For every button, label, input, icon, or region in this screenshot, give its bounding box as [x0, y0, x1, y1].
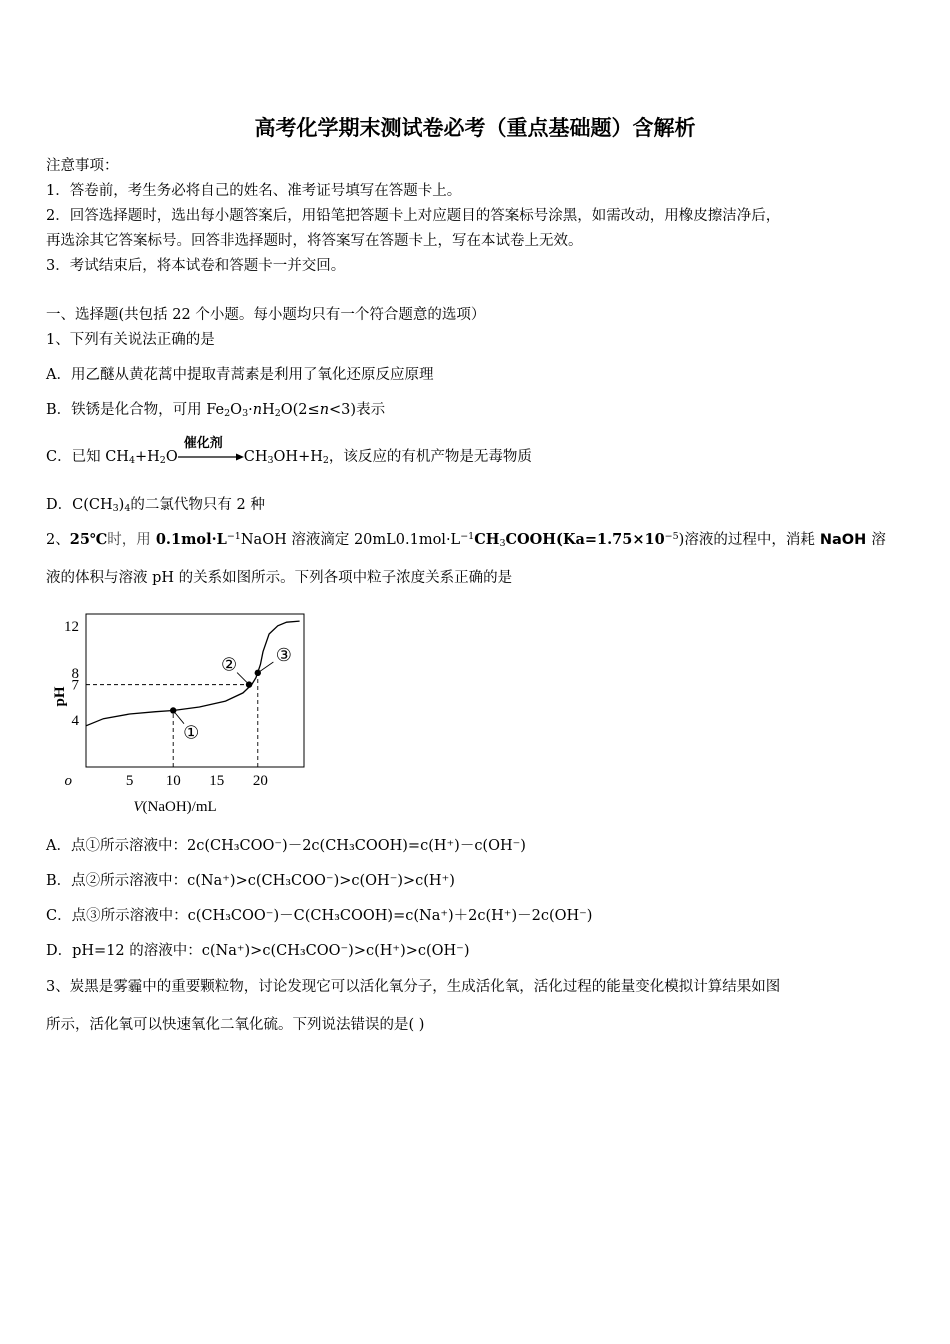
- q1-c-mid: +H: [135, 449, 160, 465]
- q1-b-post: O(2≤: [280, 402, 320, 418]
- q2-sup3: −5: [664, 531, 679, 542]
- q2-temp: 25℃: [69, 531, 108, 548]
- q2-shi: 时，用: [107, 532, 151, 548]
- q2-num: 2、: [46, 532, 70, 548]
- catalyst-arrow: [178, 436, 244, 464]
- notice-item-2b: 再选涂其它答案标号。回答非选择题时，将答案写在答题卡上，写在本试卷上无效。: [46, 233, 583, 249]
- y-axis-label: pH: [52, 686, 68, 707]
- q2-conc1: 0.1mol·L: [150, 531, 227, 548]
- q2-option-a: A．点①所示溶液中：2c(CH₃COO⁻)－2c(CH₃COOH)=c(H⁺)－c(OH⁻): [46, 838, 526, 854]
- q2-sub3: 3: [499, 538, 506, 549]
- page-title: 高考化学期末测试卷必考（重点基础题）含解析: [254, 116, 696, 140]
- q2-process: )溶液的过程中，消耗: [678, 532, 815, 548]
- q2-sup1: −1: [226, 531, 241, 542]
- q3-stem-line2: 所示，活化氧可以快速氧化二氧化硫。下列说法错误的是( ): [46, 1017, 425, 1033]
- y-tick-label-4: 12: [64, 618, 79, 635]
- q1-option-b: [46, 398, 385, 419]
- q1-b-sub3: 2: [274, 408, 281, 419]
- notice-item-3: 3．考试结束后，将本试卷和答题卡一并交回。: [46, 258, 346, 274]
- q2-naoh: NaOH 溶液滴定 20mL0.1mol·L: [240, 532, 461, 548]
- x-axis-label-rest: (NaOH)/mL: [142, 799, 217, 815]
- q2-cooh: COOH(Ka=1.75×10: [505, 531, 665, 548]
- q2-option-d: D．pH=12 的溶液中：c(Na⁺)>c(CH₃COO⁻)>c(H⁺)>c(OH⁻): [46, 943, 470, 959]
- q2-rong: 溶: [871, 532, 886, 548]
- arrow-icon: [178, 452, 244, 462]
- q1-b-pre: B．铁锈是化合物，可用 Fe: [46, 402, 225, 418]
- catalyst-label: 催化剂: [183, 436, 223, 451]
- notice-item-1: 1．答卷前，考生务必将自己的姓名、准考证号填写在答题卡上。: [46, 183, 462, 199]
- q1-c-end: ，该反应的有机产物是无毒物质: [328, 449, 532, 465]
- plot-frame: [86, 614, 304, 767]
- q1-c-sub2: 2: [159, 455, 166, 466]
- q1-c-oh: OH+H: [273, 449, 323, 465]
- q1-d-end: 的二氯代物只有 2 种: [130, 497, 265, 513]
- point-label-1: ①: [183, 722, 200, 743]
- q2-stem-line2: 液的体积与溶液 pH 的关系如图所示。下列各项中粒子浓度关系正确的是: [46, 570, 513, 586]
- q1-c-pre: C．已知 CH: [46, 449, 129, 465]
- origin-label: o: [64, 773, 72, 789]
- notice-heading: 注意事项：: [46, 158, 119, 174]
- q1-b-n: n: [252, 402, 263, 418]
- x-tick-label-2: 10: [165, 773, 181, 789]
- q1-c-post: CH: [243, 449, 268, 465]
- q1-d-sub3: 4: [124, 503, 131, 514]
- y-tick-label-2: 7: [71, 677, 79, 694]
- titration-curve: [86, 621, 300, 726]
- y-tick-label-3: 8: [71, 665, 79, 682]
- q1-b-n2: n: [319, 402, 330, 418]
- q1-b-dot: ·: [248, 402, 253, 418]
- q1-c-sub3: 3: [267, 455, 274, 466]
- q2-stem-line1: [46, 528, 886, 549]
- q1-b-h: H: [262, 402, 275, 418]
- y-tick-label-1: 4: [71, 712, 79, 729]
- q2-naoh2: NaOH: [814, 532, 872, 548]
- q1-option-c: [46, 436, 532, 466]
- x-tick-label-1: 5: [125, 773, 134, 789]
- q1-c-o: O: [165, 449, 178, 465]
- q2-ch: CH: [474, 531, 500, 548]
- titration-chart: [44, 604, 324, 816]
- q1-option-a: A．用乙醚从黄花蒿中提取青蒿素是利用了氧化还原反应原理: [46, 367, 434, 383]
- x-tick-label-4: 20: [252, 773, 268, 789]
- q2-sup2: −1: [460, 531, 475, 542]
- q1-b-sub1: 2: [224, 408, 231, 419]
- q1-c-sub1: 4: [128, 455, 135, 466]
- section-heading: 一、选择题(共包括 22 个小题。每小题均只有一个符合题意的选项）: [46, 307, 486, 323]
- q1-b-sub2: 3: [242, 408, 249, 419]
- q1-c-sub4: 2: [322, 455, 329, 466]
- q1-b-o: O: [230, 402, 243, 418]
- q1-stem: 1、下列有关说法正确的是: [46, 332, 215, 348]
- x-axis-label-v: V: [133, 799, 143, 815]
- x-tick-label-3: 15: [209, 773, 225, 789]
- notice-item-2a: 2．回答选择题时，选出每小题答案后，用铅笔把答题卡上对应题目的答案标号涂黑，如需改动，用橡皮擦洁净后，: [46, 208, 781, 224]
- point-label-3: ③: [275, 644, 292, 665]
- point-label-2: ②: [220, 654, 238, 675]
- q2-option-b: B．点②所示溶液中：c(Na⁺)>c(CH₃COO⁻)>c(OH⁻)>c(H⁺): [46, 873, 455, 889]
- q3-stem-line1: 3、炭黑是雾霾中的重要颗粒物，讨论发现它可以活化氧分子，生成活化氧，活化过程的能量变化模拟计算结果如图: [46, 979, 781, 995]
- q1-d-paren: ): [118, 497, 125, 513]
- point-leader-2: [237, 673, 249, 685]
- q1-option-d: [46, 493, 265, 514]
- q1-d-pre: D．C(CH: [46, 497, 113, 513]
- q1-d-sub1: 3: [112, 503, 119, 514]
- point-3: [255, 670, 261, 676]
- q1-b-end: <3)表示: [329, 402, 386, 418]
- x-axis-label: [133, 799, 216, 815]
- q2-option-c: C．点③所示溶液中：c(CH₃COO⁻)－C(CH₃COOH)=c(Na⁺)＋2c(H⁺)－2c(OH⁻): [46, 908, 593, 924]
